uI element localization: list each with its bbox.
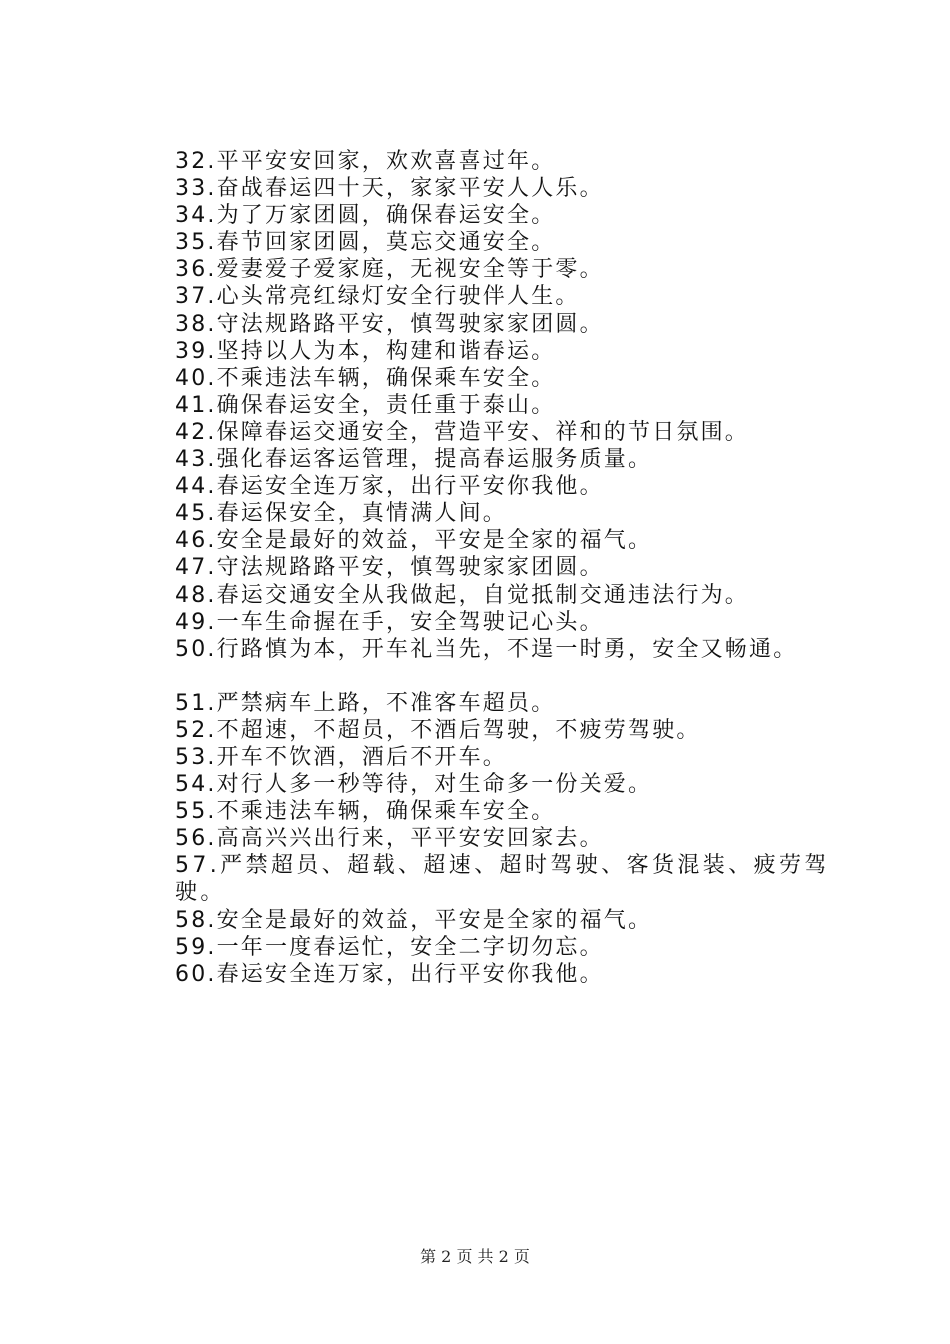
list-item: 52.不超速，不超员，不酒后驾驶，不疲劳驾驶。	[175, 717, 701, 743]
list-item: 42.保障春运交通安全，营造平安、祥和的节日氛围。	[175, 419, 749, 445]
page-number-footer: 第 2 页 共 2 页	[420, 1247, 530, 1266]
list-item: 38.守法规路路平安，慎驾驶家家团圆。	[175, 311, 604, 337]
list-item: 41.确保春运安全，责任重于泰山。	[175, 392, 556, 418]
list-item-wrapped: 57.严禁超员、超载、超速、超时驾驶、客货混装、疲劳驾驶。	[175, 853, 830, 906]
list-item: 49.一车生命握在手，安全驾驶记心头。	[175, 609, 604, 635]
list-item: 36.爱妻爱子爱家庭，无视安全等于零。	[175, 257, 604, 283]
list-item: 50.行路慎为本，开车礼当先，不逞一时勇，安全又畅通。	[175, 636, 798, 662]
list-item: 34.为了万家团圆，确保春运安全。	[175, 203, 556, 229]
list-item: 53.开车不饮酒，酒后不开车。	[175, 744, 507, 770]
list-item: 60.春运安全连万家，出行平安你我他。	[175, 961, 604, 987]
list-item: 35.春节回家团圆，莫忘交通安全。	[175, 230, 556, 256]
list-item: 55.不乘违法车辆，确保乘车安全。	[175, 799, 556, 825]
list-item: 56.高高兴兴出行来，平平安安回家去。	[175, 826, 604, 852]
list-item: 37.心头常亮红绿灯安全行驶伴人生。	[175, 284, 580, 310]
list-item: 45.春运保安全，真情满人间。	[175, 501, 507, 527]
list-item: 51.严禁病车上路，不准客车超员。	[175, 690, 556, 716]
list-item: 58.安全是最好的效益，平安是全家的福气。	[175, 907, 653, 933]
list-item: 44.春运安全连万家，出行平安你我他。	[175, 474, 604, 500]
list-item: 47.守法规路路平安，慎驾驶家家团圆。	[175, 555, 604, 581]
paragraph-gap	[116, 663, 831, 690]
list-item: 39.坚持以人为本，构建和谐春运。	[175, 338, 556, 364]
list-item: 59.一年一度春运忙，安全二字切勿忘。	[175, 934, 604, 960]
list-item: 43.强化春运客运管理，提高春运服务质量。	[175, 447, 653, 473]
list-item: 54.对行人多一秒等待，对生命多一份关爱。	[175, 772, 653, 798]
list-item: 40.不乘违法车辆，确保乘车安全。	[175, 365, 556, 391]
list-item: 33.奋战春运四十天，家家平安人人乐。	[175, 176, 604, 202]
list-item: 46.安全是最好的效益，平安是全家的福气。	[175, 528, 653, 554]
list-item: 32.平平安安回家，欢欢喜喜过年。	[175, 149, 556, 174]
list-item: 48.春运交通安全从我做起，自觉抵制交通违法行为。	[175, 582, 749, 608]
slogan-list	[116, 148, 831, 988]
